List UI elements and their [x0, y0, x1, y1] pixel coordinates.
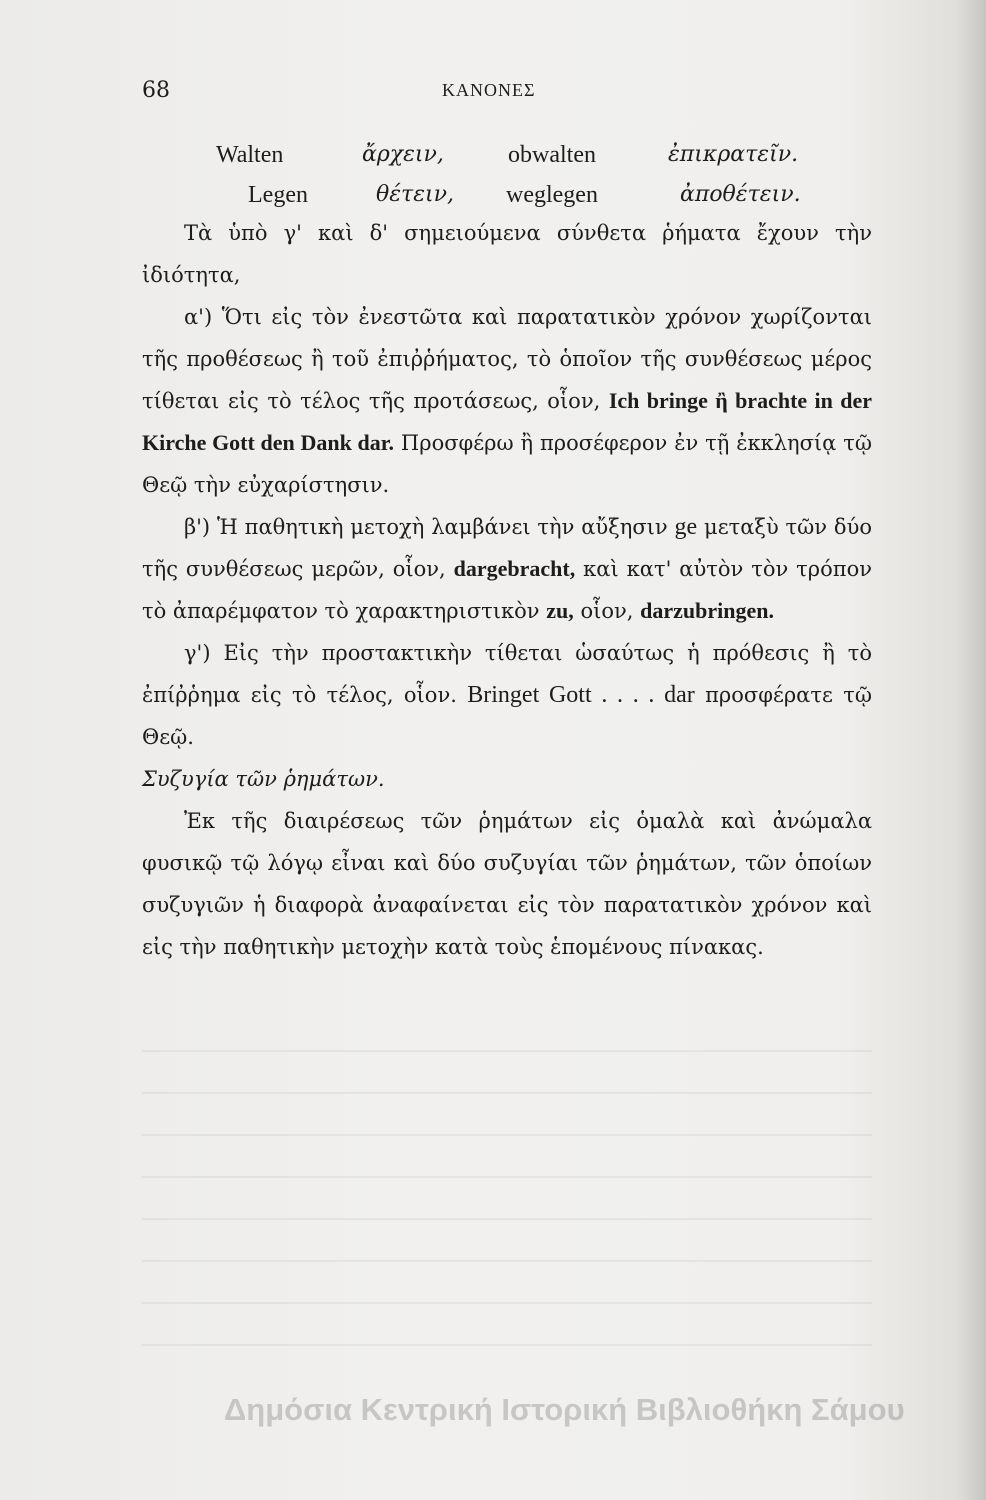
rule-a-paragraph — [142, 296, 872, 506]
rule-b-text-3: καὶ κατ' αὐτὸν τὸν τρόπον τὸ ἀπαρέμφατον τὸ χαρακτηριστικὸν — [142, 557, 872, 623]
rule-b-paragraph — [142, 506, 872, 632]
rule-c-german-example: Bringet Gott . . . . dar — [467, 682, 695, 708]
rule-b-german-dargebracht: dargebracht, — [453, 556, 576, 581]
page-header — [142, 78, 872, 108]
library-watermark: Δημόσια Κεντρική Ιστορική Βιβλιοθήκη Σάμου — [224, 1392, 905, 1427]
vocab-greek-2: ἀποθέτειν. — [680, 182, 801, 207]
intro-paragraph: Τὰ ὑπὸ γ' καὶ δ' σημειούμενα σύνθετα ῥήματα ἔχουν τὴν ἰδιότητα, — [142, 221, 872, 287]
page-edge-shadow — [956, 0, 986, 1500]
rule-c-greek-translation: προσφέρατε τῷ Θεῷ. — [142, 683, 872, 749]
rule-b-text: β') Ἡ παθητικὴ μετοχὴ λαμβάνει τὴν αὔξησιν — [184, 515, 668, 539]
section-title: Συζυγία τῶν ῥημάτων. — [142, 767, 385, 791]
vocab-german-2: obwalten — [508, 142, 596, 168]
rule-a-text: α') Ὅτι εἰς τὸν ἐνεστῶτα καὶ παρατατικὸν χρόνον χωρίζονται τῆς προθέσεως ἢ τοῦ ἐπιῤῥήματος, τὸ ὁποῖον τῆς συνθέσεως μέρος τίθεται εἰς τὸ τέλος τῆς προτάσεως, οἷον, — [142, 305, 872, 413]
rule-a-german-example: Ich bringe ἢ brachte in der Kirche Gott den Dank dar. — [142, 388, 872, 455]
rule-b-oion: οἷον, — [580, 599, 634, 623]
rule-a-greek-translation: Προσφέρω ἢ προσέφερον ἐν τῇ ἐκκλησίᾳ τῷ Θεῷ τὴν εὐχαρίστησιν. — [142, 431, 872, 497]
vocab-german-1: Walten — [216, 142, 284, 168]
rule-b-ge: ge — [674, 514, 698, 540]
rule-b-text-2: μεταξὺ τῶν δύο τῆς συνθέσεως μερῶν, οἷον, — [142, 515, 872, 581]
vocab-greek-2: ἐπικρατεῖν. — [668, 142, 799, 167]
show-through-text — [142, 1050, 872, 1350]
running-title: ΚΑΝΟΝΕΣ — [442, 80, 536, 100]
vocab-german-2: weglegen — [506, 182, 598, 208]
vocab-greek-1: θέτειν, — [376, 182, 455, 207]
rule-c-paragraph — [142, 632, 872, 758]
vocab-german-1: Legen — [248, 182, 308, 208]
rule-b-german-darzubringen: darzubringen. — [640, 598, 774, 623]
vocab-greek-1: ἄρχειν, — [362, 142, 444, 167]
rule-c-text: γ') Εἰς τὴν προστακτικὴν τίθεται ὡσαύτως ἡ πρόθεσις ἢ τὸ ἐπίῤῥημα εἰς τὸ τέλος, οἷον. — [142, 641, 872, 707]
body-text — [142, 212, 872, 968]
page-number: 68 — [142, 78, 170, 103]
final-paragraph: Ἐκ τῆς διαιρέσεως τῶν ῥημάτων εἰς ὁμαλὰ καὶ ἀνώμαλα φυσικῷ τῷ λόγῳ εἶναι καὶ δύο συζυγίαι τῶν ῥημάτων, τῶν ὁποίων συζυγιῶν ἡ διαφορὰ ἀναφαίνεται εἰς τὸν παρατατικὸν χρόνον καὶ εἰς τὴν παθητικὴν μετοχὴν κατὰ τοὺς ἑπομένους πίνακας. — [142, 809, 872, 959]
rule-b-zu: zu, — [546, 598, 574, 623]
